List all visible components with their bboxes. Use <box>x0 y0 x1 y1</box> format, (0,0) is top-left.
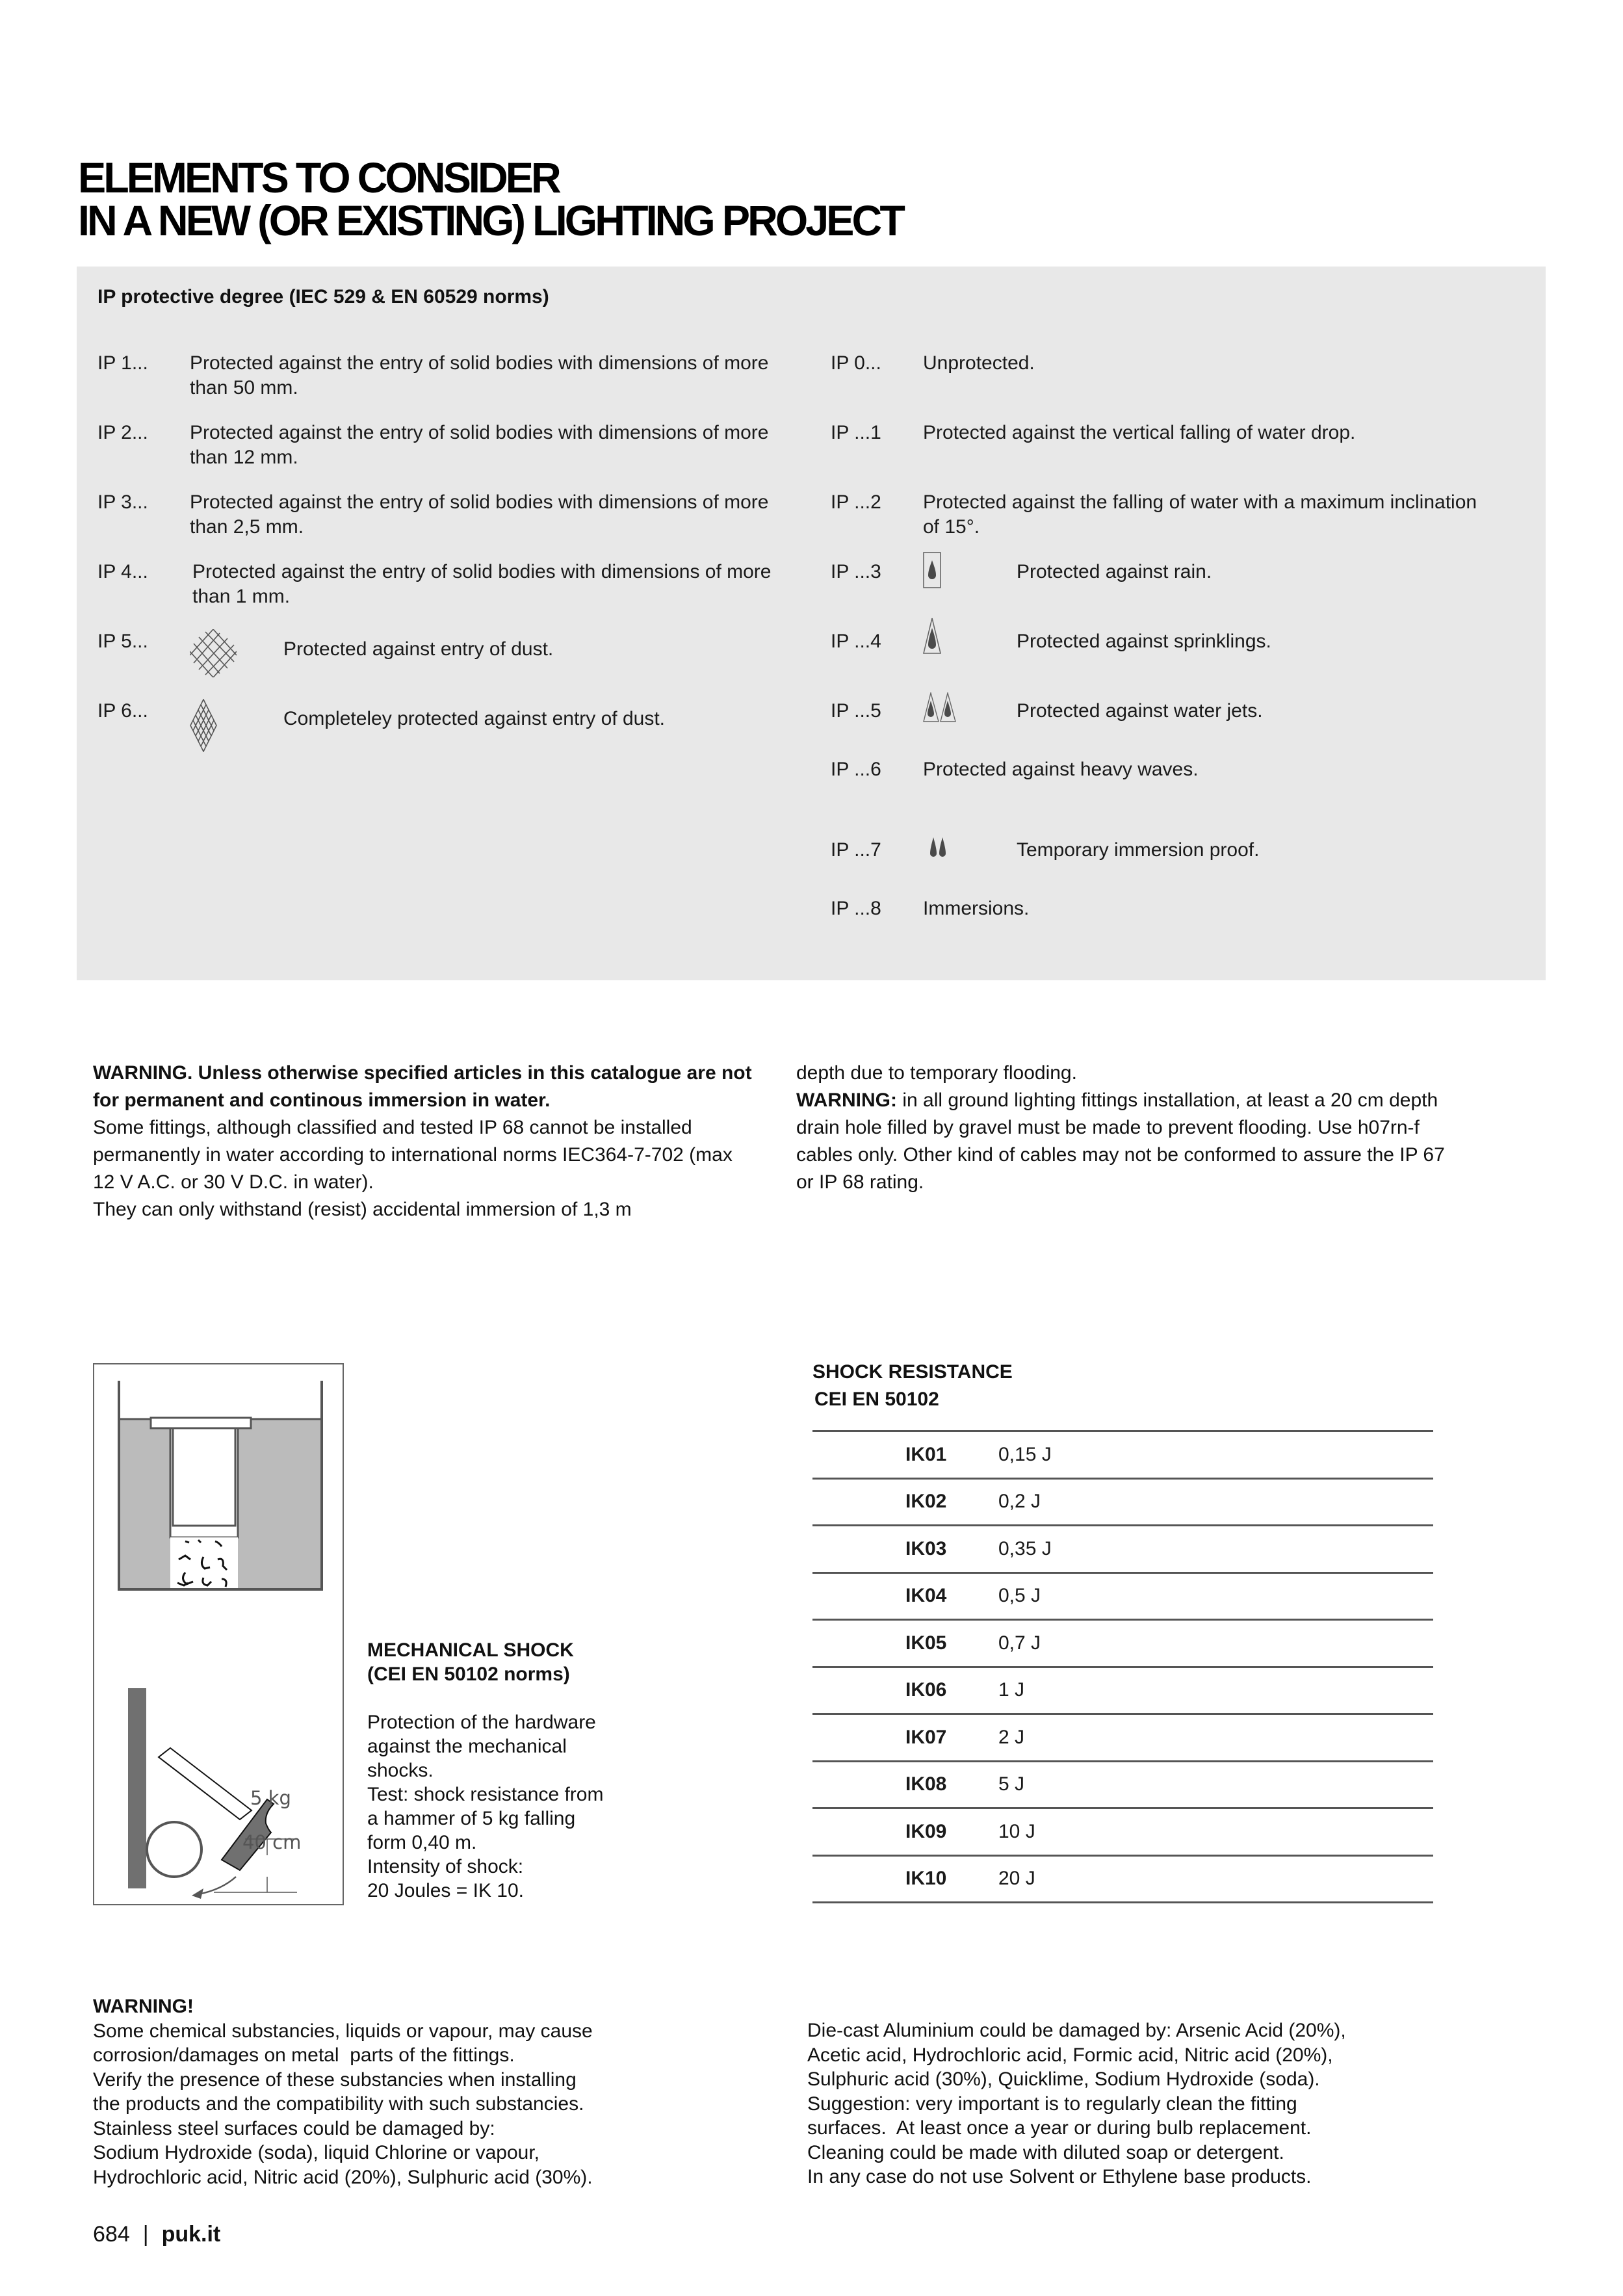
body-line: form 0,40 m. <box>367 1832 477 1853</box>
body-line: a hammer of 5 kg falling <box>367 1808 576 1829</box>
ip-code: IP ...8 <box>831 898 881 919</box>
ip-description: Protected against the falling of water with a maximum inclination of 15°. <box>923 491 1477 538</box>
ip-code: IP 3... <box>97 491 148 513</box>
chemical-line: In any case do not use Solvent or Ethylene base products. <box>807 2166 1312 2187</box>
ip-code: IP ...1 <box>831 422 881 443</box>
ik-code: IK01 <box>812 1431 998 1479</box>
ip-description: Temporary immersion proof. <box>1017 839 1260 861</box>
body-line: Intensity of shock: <box>367 1856 524 1877</box>
chemical-line: Acetic acid, Hydrochloric acid, Formic acid, Nitric acid (20%), <box>807 2044 1333 2066</box>
title-line-2: IN A NEW (OR EXISTING) LIGHTING PROJECT <box>78 196 903 244</box>
chemical-line: corrosion/damages on metal parts of the fittings. <box>93 2044 515 2066</box>
mechanical-shock-title-line-2: (CEI EN 50102 norms) <box>367 1663 570 1685</box>
ik-code: IK06 <box>812 1667 998 1714</box>
immersion-warning-right <box>796 1060 1466 1196</box>
ip-code: IP ...4 <box>831 631 881 652</box>
ip-description: Protected against heavy waves. <box>923 759 1199 780</box>
ip-description: Completeley protected against entry of dust. <box>283 708 665 729</box>
ip-description: Protected against entry of dust. <box>283 638 554 660</box>
immersion-warning-body: Some fittings, although classified and tested IP 68 cannot be installed permanently in water according to international norms IEC364-7-702 (max 12 V A.C. or 30 V D.C. in water). <box>93 1117 733 1193</box>
ik-code: IK09 <box>812 1808 998 1856</box>
chemical-line: Suggestion: very important is to regularly clean the fitting <box>807 2093 1297 2115</box>
table-row <box>812 1526 1433 1573</box>
table-row <box>812 1620 1433 1667</box>
page-title <box>78 153 903 244</box>
ip-code: IP 6... <box>97 700 148 722</box>
ip-description: Protected against sprinklings. <box>1017 631 1271 652</box>
footer-separator: | <box>142 2222 149 2247</box>
table-row <box>812 1478 1433 1526</box>
drop-height-label: 40 cm <box>242 1831 302 1853</box>
ik-code: IK08 <box>812 1761 998 1808</box>
ik-code: IK02 <box>812 1478 998 1526</box>
table-row <box>812 1714 1433 1762</box>
chemical-line: Verify the presence of these substancies when installing <box>93 2068 577 2091</box>
ik-energy: 1 J <box>998 1667 1433 1714</box>
table-row <box>812 1431 1433 1479</box>
drain-hole-warning: in all ground lighting fittings installation, at least a 20 cm depth drain hole filled by gravel must be made to prevent flooding. Use h07rn-f cables only. Other kind of cables may not be conformed to assure the IP 67 or IP 68 rating. <box>796 1089 1445 1193</box>
ik-energy: 20 J <box>998 1855 1433 1903</box>
body-line: 20 Joules = IK 10. <box>367 1880 524 1901</box>
mechanical-shock-body <box>367 1710 653 1903</box>
page-number: 684 <box>93 2222 130 2247</box>
chemical-line: Some chemical substancies, liquids or vapour, may cause <box>93 2020 593 2042</box>
ik-energy: 0,2 J <box>998 1478 1433 1526</box>
ik-energy: 0,7 J <box>998 1620 1433 1667</box>
ik-code: IK04 <box>812 1572 998 1620</box>
ip-description: Protected against the entry of solid bodies with dimensions of more than 50 mm. <box>190 352 769 398</box>
drop-in-triangle-icon <box>923 618 941 660</box>
ip-description: Protected against rain. <box>1017 561 1212 582</box>
ik-energy: 5 J <box>998 1761 1433 1808</box>
ik-code: IK10 <box>812 1855 998 1903</box>
ip-code: IP ...5 <box>831 700 881 722</box>
mechanical-shock-section <box>367 1638 653 1903</box>
page-footer <box>93 2222 220 2247</box>
chemical-warning-right <box>807 2018 1490 2189</box>
immersion-warning-body-2: They can only withstand (resist) accidental immersion of 1,3 m <box>93 1199 632 1220</box>
site-link[interactable]: puk.it <box>161 2222 221 2247</box>
ip-description: Protected against the vertical falling of water drop. <box>923 422 1356 443</box>
ik-energy: 0,15 J <box>998 1431 1433 1479</box>
ip-code: IP ...6 <box>831 759 881 780</box>
body-line: against the mechanical <box>367 1736 567 1757</box>
ip-protection-panel <box>77 267 1546 980</box>
ip-description: Protected against the entry of solid bodies with dimensions of more than 2,5 mm. <box>190 491 769 538</box>
body-line: shocks. <box>367 1760 434 1781</box>
ik-energy: 0,5 J <box>998 1572 1433 1620</box>
drain-hole-diagram <box>94 1364 343 1904</box>
mechanical-shock-title <box>367 1638 653 1686</box>
mechanical-shock-title-line-1: MECHANICAL SHOCK <box>367 1639 574 1661</box>
table-row <box>812 1808 1433 1856</box>
table-row <box>812 1761 1433 1808</box>
ip-code: IP 2... <box>97 422 148 443</box>
immersion-warning-lead: WARNING. Unless otherwise specified articles in this catalogue are not for permanent and continous immersion in water. <box>93 1062 752 1111</box>
title-line-1: ELEMENTS TO CONSIDER <box>78 153 559 202</box>
chemical-line: Hydrochloric acid, Nitric acid (20%), Sulphuric acid (30%). <box>93 2166 593 2188</box>
ip-code: IP 5... <box>97 631 148 652</box>
chemical-line: surfaces. At least once a year or during bulb replacement. <box>807 2117 1312 2139</box>
ip-description: Protected against the entry of solid bodies with dimensions of more than 1 mm. <box>192 561 772 607</box>
ip-code: IP ...7 <box>831 839 881 861</box>
ik-code: IK07 <box>812 1714 998 1762</box>
chemical-warning-left <box>93 1994 743 2189</box>
shock-resistance-table <box>812 1430 1433 1903</box>
ik-energy: 10 J <box>998 1808 1433 1856</box>
shock-resistance-title <box>812 1359 1013 1413</box>
hammer-weight-label: 5 kg <box>250 1787 291 1809</box>
chemical-line: Sulphuric acid (30%), Quicklime, Sodium Hydroxide (soda). <box>807 2068 1320 2090</box>
ik-code: IK03 <box>812 1526 998 1573</box>
chemical-line: Sodium Hydroxide (soda), liquid Chlorine or vapour, <box>93 2142 540 2163</box>
double-drop-icon <box>928 837 948 867</box>
shock-resistance-title-line-1: SHOCK RESISTANCE <box>812 1361 1013 1383</box>
table-row <box>812 1572 1433 1620</box>
shock-resistance-title-line-2: CEI EN 50102 <box>814 1389 939 1410</box>
double-drop-triangle-icon <box>923 692 957 729</box>
ip-description: Immersions. <box>923 898 1030 919</box>
table-row <box>812 1855 1433 1903</box>
chemical-line: Die-cast Aluminium could be damaged by: Arsenic Acid (20%), <box>807 2020 1346 2041</box>
chemical-line: Stainless steel surfaces could be damaged by: <box>93 2117 495 2139</box>
ip-code: IP 4... <box>97 561 148 582</box>
installation-figure <box>93 1363 344 1905</box>
ik-energy: 2 J <box>998 1714 1433 1762</box>
ip-description: Protected against the entry of solid bodies with dimensions of more than 12 mm. <box>190 422 769 468</box>
chemical-line: Cleaning could be made with diluted soap or detergent. <box>807 2141 1284 2163</box>
ip-panel-heading: IP protective degree (IEC 529 & EN 60529 norms) <box>97 286 549 307</box>
dust-mesh-icon <box>190 629 237 684</box>
body-line: Test: shock resistance from <box>367 1784 604 1805</box>
ip-code: IP ...2 <box>831 491 881 513</box>
immersion-warning-continuation: depth due to temporary flooding. <box>796 1062 1077 1084</box>
body-line: Protection of the hardware <box>367 1712 596 1733</box>
ik-code: IK05 <box>812 1620 998 1667</box>
ip-code: IP 1... <box>97 352 148 374</box>
ip-code: IP 0... <box>831 352 881 374</box>
ik-energy: 0,35 J <box>998 1526 1433 1573</box>
immersion-warning-left <box>93 1060 756 1223</box>
dust-tight-diamond-icon <box>190 699 217 759</box>
chemical-line: the products and the compatibility with such substancies. <box>93 2093 584 2115</box>
chemical-warning-title: WARNING! <box>93 1996 194 2017</box>
drop-in-square-icon <box>923 552 941 595</box>
warning-label: WARNING: <box>796 1089 897 1111</box>
ip-description: Unprotected. <box>923 352 1035 374</box>
table-row <box>812 1667 1433 1714</box>
ip-code: IP ...3 <box>831 561 881 582</box>
ip-description: Protected against water jets. <box>1017 700 1263 722</box>
